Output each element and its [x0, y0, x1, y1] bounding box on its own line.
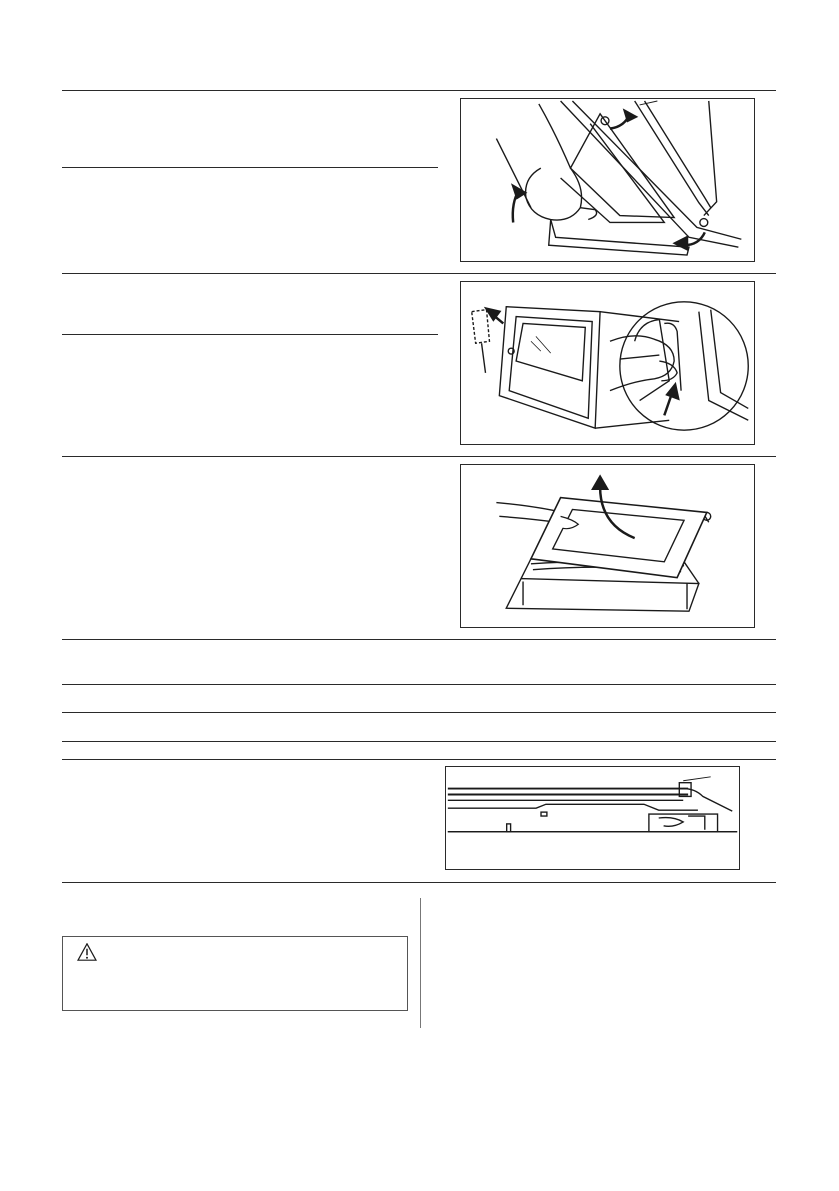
warning-box	[62, 936, 408, 1011]
section-rule-4	[62, 639, 776, 640]
figure-glass-panel-lift	[460, 464, 755, 628]
door-panel-clip-illustration	[461, 282, 754, 444]
section-rule-top	[62, 90, 776, 91]
step-rule-1a	[62, 167, 438, 168]
section-rule-5	[62, 684, 776, 685]
section-rule-9	[62, 882, 776, 883]
glass-panel-lift-illustration	[461, 465, 754, 627]
figure-door-rail-detail	[445, 766, 740, 870]
section-rule-7	[62, 741, 776, 742]
warning-triangle-icon	[77, 943, 97, 961]
section-rule-8	[62, 759, 776, 760]
step-rule-2a	[62, 334, 438, 335]
section-rule-3	[62, 456, 776, 457]
figure-door-glass-removal	[460, 98, 755, 262]
door-rail-detail-illustration	[446, 767, 739, 869]
column-divider	[420, 898, 421, 1028]
figure-door-panel-clip	[460, 281, 755, 445]
section-rule-2	[62, 273, 776, 274]
door-glass-removal-illustration	[461, 99, 754, 261]
section-rule-6	[62, 712, 776, 713]
